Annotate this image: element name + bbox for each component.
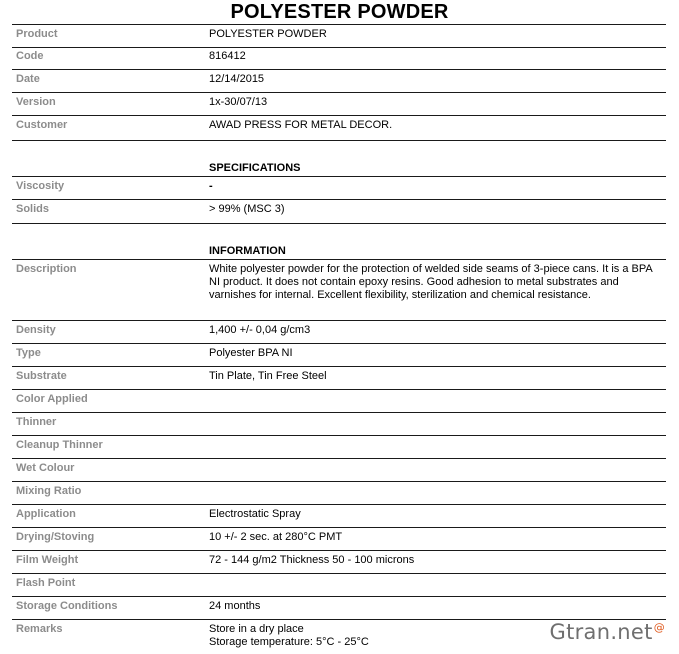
row-value: 1,400 +/- 0,04 g/cm3	[209, 324, 311, 336]
row-label: Wet Colour	[16, 462, 75, 474]
section-heading: SPECIFICATIONS	[209, 162, 301, 174]
row-thinner	[12, 413, 666, 436]
row-value: 12/14/2015	[209, 73, 265, 85]
watermark-text: Gtran.net	[549, 620, 653, 644]
row-version	[12, 93, 666, 116]
watermark-mark: @	[653, 621, 665, 634]
row-label: Code	[16, 50, 44, 62]
row-value: 1x-30/07/13	[209, 96, 268, 108]
row-label: Type	[16, 347, 41, 359]
row-type	[12, 344, 666, 367]
row-label: Version	[16, 96, 56, 108]
row-value: POLYESTER POWDER	[209, 28, 327, 40]
row-application	[12, 505, 666, 528]
section-specifications	[12, 141, 666, 177]
document-title: POLYESTER POWDER	[230, 1, 449, 23]
row-label: Customer	[16, 119, 68, 131]
row-value: -	[209, 180, 213, 192]
row-product	[12, 24, 666, 48]
row-label: Viscosity	[16, 180, 65, 192]
row-wet-colour	[12, 459, 666, 482]
remarks-line-2: Storage temperature: 5°C - 25°C	[209, 636, 369, 648]
row-drying-stoving	[12, 528, 666, 551]
row-label: Substrate	[16, 370, 67, 382]
row-description	[12, 260, 666, 321]
row-label: Drying/Stoving	[16, 531, 95, 543]
row-flash-point	[12, 574, 666, 597]
row-solids	[12, 200, 666, 224]
row-value: 816412	[209, 50, 246, 62]
row-viscosity	[12, 177, 666, 200]
row-film-weight	[12, 551, 666, 574]
row-storage-conditions	[12, 597, 666, 620]
row-label: Application	[16, 508, 76, 520]
row-value: AWAD PRESS FOR METAL DECOR.	[209, 119, 393, 131]
row-code	[12, 47, 666, 70]
row-label: Description	[16, 263, 77, 275]
row-mixing-ratio	[12, 482, 666, 505]
row-label: Color Applied	[16, 393, 88, 405]
row-density	[12, 321, 666, 344]
row-label: Product	[16, 28, 58, 40]
section-information	[12, 224, 666, 260]
row-label: Date	[16, 73, 40, 85]
row-label: Film Weight	[16, 554, 79, 566]
row-label: Mixing Ratio	[16, 485, 82, 497]
row-value: 72 - 144 g/m2 Thickness 50 - 100 microns	[209, 554, 415, 566]
row-value: > 99% (MSC 3)	[209, 203, 285, 215]
row-color-applied	[12, 390, 666, 413]
row-customer	[12, 116, 666, 141]
watermark-logo	[550, 620, 665, 644]
row-value: Tin Plate, Tin Free Steel	[209, 370, 327, 382]
row-value: 24 months	[209, 600, 261, 612]
row-label: Flash Point	[16, 577, 76, 589]
row-label: Cleanup Thinner	[16, 439, 103, 451]
row-label: Solids	[16, 203, 50, 215]
row-substrate	[12, 367, 666, 390]
row-value: 10 +/- 2 sec. at 280°C PMT	[209, 531, 343, 543]
row-date	[12, 70, 666, 93]
section-heading: INFORMATION	[209, 245, 286, 257]
row-label: Storage Conditions	[16, 600, 118, 612]
row-label: Remarks	[16, 623, 63, 635]
row-label: Density	[16, 324, 56, 336]
row-value: White polyester powder for the protection of welded side seams of 3-piece cans. It is a BPA NI product. It does not contain epoxy resins. Good adhesion to metal substrates and varnishes for internal. Excellent flexibility, sterilization and chemical resistance.	[209, 263, 653, 301]
row-cleanup-thinner	[12, 436, 666, 459]
row-value: Polyester BPA NI	[209, 347, 293, 359]
row-value: Electrostatic Spray	[209, 508, 301, 520]
row-label: Thinner	[16, 416, 57, 428]
remarks-line-1: Store in a dry place	[209, 623, 304, 635]
